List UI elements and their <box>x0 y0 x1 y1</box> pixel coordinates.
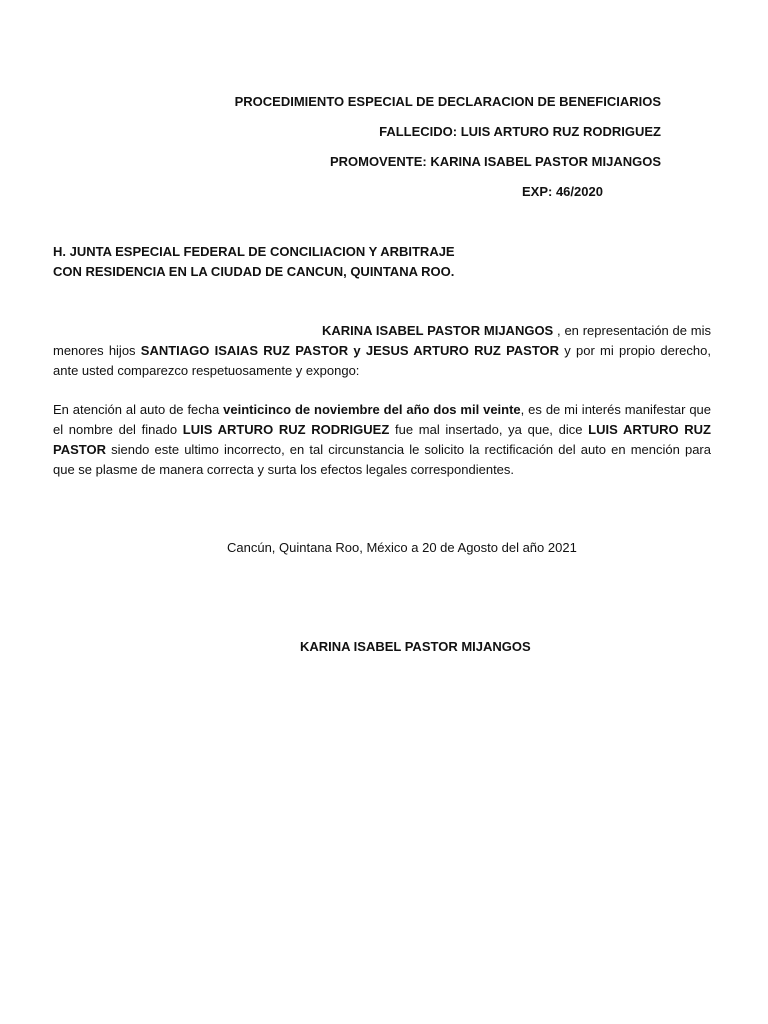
paragraph2-text-1: En atención al auto de fecha <box>53 402 224 417</box>
paragraph2-text-4: siendo este ultimo incorrecto, en tal circunstancia le solicito la rectificación del auto en mención para que se plasme de manera correcta y surta los efectos legales correspondientes. <box>53 442 711 477</box>
children-names: SANTIAGO ISAIAS RUZ PASTOR y JESUS ARTURO RUZ PASTOR <box>140 343 560 358</box>
file-number: EXP: 46/2020 <box>522 184 603 199</box>
addressee-line-2: CON RESIDENCIA EN LA CIUDAD DE CANCUN, QUINTANA ROO. <box>53 264 455 279</box>
paragraph-appearance <box>53 321 711 381</box>
procedure-title: PROCEDIMIENTO ESPECIAL DE DECLARACION DE BENEFICIARIOS <box>234 94 661 109</box>
paragraph1-text-2: y por mi propio derecho, ante usted comparezco respetuosamente y expongo: <box>53 343 711 378</box>
place-date: Cancún, Quintana Roo, México a 20 de Agosto del año 2021 <box>227 540 577 555</box>
signature-name: KARINA ISABEL PASTOR MIJANGOS <box>300 639 531 654</box>
paragraph-request <box>53 400 711 480</box>
paragraph1-text-1: , en representación de mis menores hijos <box>53 323 711 358</box>
wrong-name: LUIS ARTURO RUZ PASTOR <box>53 422 711 457</box>
deceased-line: FALLECIDO: LUIS ARTURO RUZ RODRIGUEZ <box>379 124 661 139</box>
promoter-line: PROMOVENTE: KARINA ISABEL PASTOR MIJANGOS <box>329 154 661 169</box>
auto-date: veinticinco de noviembre del año dos mil veinte <box>223 402 521 417</box>
paragraph2-text-3: fue mal insertado, ya que, dice <box>389 422 589 437</box>
correct-name: LUIS ARTURO RUZ RODRIGUEZ <box>182 422 390 437</box>
promoter-name: KARINA ISABEL PASTOR MIJANGOS <box>322 323 554 338</box>
paragraph2-text-2: , es de mi interés manifestar que el nombre del finado <box>53 402 712 437</box>
addressee-line-1: H. JUNTA ESPECIAL FEDERAL DE CONCILIACION Y ARBITRAJE <box>53 244 455 259</box>
